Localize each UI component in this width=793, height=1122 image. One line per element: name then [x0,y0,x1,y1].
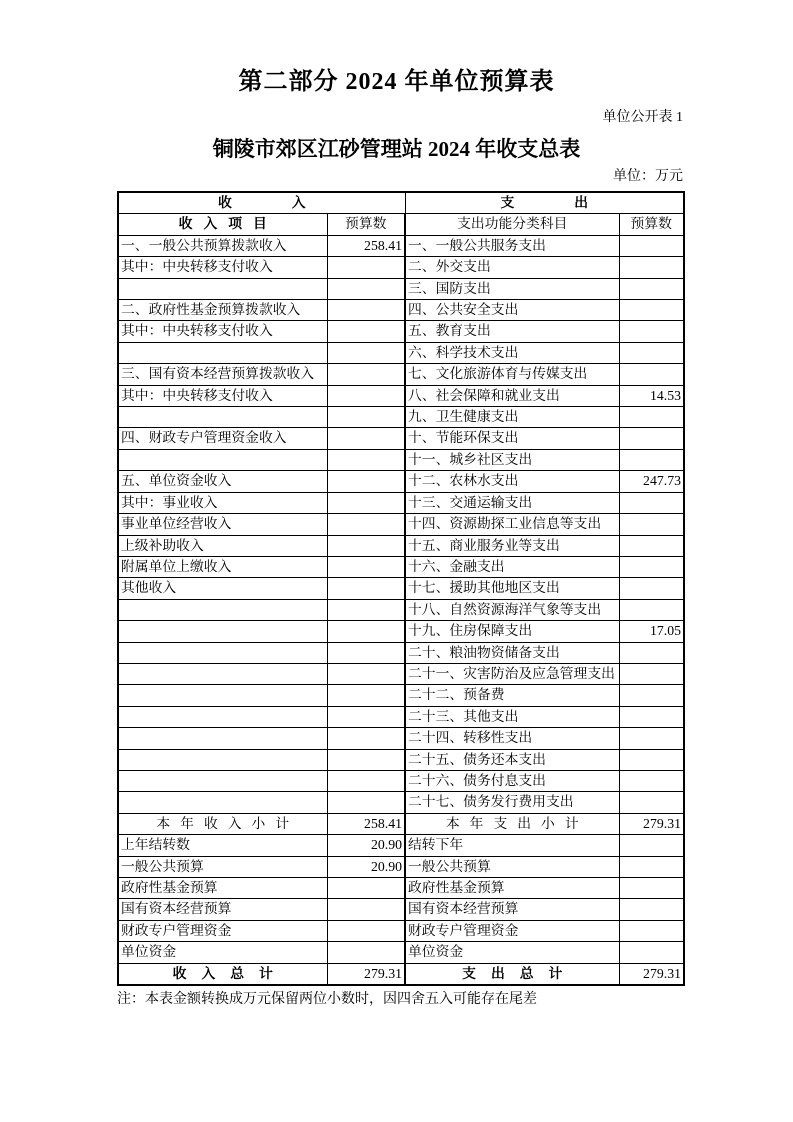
expense-value-cell [619,235,684,256]
expense-value-cell: 17.05 [619,621,684,642]
income-value-cell [327,257,405,278]
table-row [118,471,684,492]
income-item-cell [118,599,327,620]
income-value-cell [327,749,405,770]
section-header-row [118,192,684,214]
income-subtotal [118,813,327,834]
table-row [118,235,684,256]
income-item-cell: 其中：中央转移支付收入 [118,385,327,406]
expense-value-cell [619,449,684,470]
expense-item-cell: 十四、资源勘探工业信息等支出 [405,514,619,535]
income-item-cell: 其中：中央转移支付收入 [118,257,327,278]
income-total [118,963,327,985]
expense-item-cell: 四、公共安全支出 [405,300,619,321]
income-item-cell: 四、财政专户管理资金收入 [118,428,327,449]
table-row [118,342,684,363]
income-value-cell [327,878,405,899]
expense-value-cell [619,364,684,385]
expense-value-cell [619,749,684,770]
expense-item-cell: 十七、援助其他地区支出 [405,578,619,599]
subtotal-row [118,813,684,834]
expense-value-cell: 14.53 [619,385,684,406]
expense-item-column-header: 支出功能分类科目 [405,214,619,235]
expense-item-cell: 八、社会保障和就业支出 [405,385,619,406]
income-value-cell [327,342,405,363]
income-item-cell [118,728,327,749]
income-value-cell [327,899,405,920]
income-item-cell: 其中：中央转移支付收入 [118,321,327,342]
expense-value-cell [619,300,684,321]
income-value-cell: 258.41 [327,235,405,256]
expense-total-label: 支出总计 [462,965,578,981]
table-row [118,385,684,406]
income-value-cell [327,492,405,513]
expense-value-cell [619,535,684,556]
income-subtotal-value: 258.41 [327,813,405,834]
table-row [118,428,684,449]
expense-value-cell [619,685,684,706]
total-row [118,963,684,985]
expense-item-cell: 十五、商业服务业等支出 [405,535,619,556]
income-item-cell: 财政专户管理资金 [118,920,327,941]
expense-item-cell: 十八、自然资源海洋气象等支出 [405,599,619,620]
expense-value-cell [619,514,684,535]
column-header-row [118,214,684,235]
income-value-cell [327,514,405,535]
expense-value-cell [619,663,684,684]
income-value-cell [327,728,405,749]
table-row [118,642,684,663]
income-value-cell [327,535,405,556]
expense-item-cell: 二、外交支出 [405,257,619,278]
footnote: 注：本表金额转换成万元保留两位小数时，因四舍五入可能存在尾差 [117,992,537,1007]
table-row [118,728,684,749]
income-item-cell [118,770,327,791]
table-row [118,685,684,706]
income-value-cell [327,599,405,620]
carryover-row [118,856,684,877]
table-row [118,599,684,620]
expense-value-cell [619,428,684,449]
income-value-cell [327,364,405,385]
expense-total-value: 279.31 [619,963,684,985]
income-item-cell: 三、国有资本经营预算拨款收入 [118,364,327,385]
expense-value-cell [619,706,684,727]
income-value-cell [327,278,405,299]
expense-subtotal-value: 279.31 [619,813,684,834]
income-item-cell: 一般公共预算 [118,856,327,877]
expense-item-cell: 十、节能环保支出 [405,428,619,449]
expense-value-cell [619,792,684,813]
expense-value-cell [619,920,684,941]
income-value-cell [327,642,405,663]
expense-value-cell [619,278,684,299]
income-item-cell: 事业单位经营收入 [118,514,327,535]
expense-value-cell [619,835,684,856]
income-item-cell [118,749,327,770]
income-value-cell [327,685,405,706]
income-value-cell [327,300,405,321]
table-row [118,535,684,556]
income-value-cell [327,663,405,684]
income-item-cell [118,706,327,727]
expense-value-cell [619,856,684,877]
expense-total [405,963,619,985]
expense-value-cell [619,878,684,899]
table-row [118,770,684,791]
income-item-cell: 附属单位上缴收入 [118,556,327,577]
income-item-cell [118,342,327,363]
expense-item-cell: 二十六、债务付息支出 [405,770,619,791]
income-item-cell: 单位资金 [118,942,327,963]
income-value-cell [327,578,405,599]
income-item-cell [118,642,327,663]
income-item-cell: 其他收入 [118,578,327,599]
expense-budget-column-header: 预算数 [619,214,684,235]
income-value-cell: 20.90 [327,856,405,877]
income-value-cell [327,471,405,492]
income-item-cell: 国有资本经营预算 [118,899,327,920]
expense-item-cell: 国有资本经营预算 [405,899,619,920]
expense-value-cell [619,407,684,428]
income-item-cell: 二、政府性基金预算拨款收入 [118,300,327,321]
income-value-cell [327,428,405,449]
income-value-cell [327,556,405,577]
expense-item-cell: 一般公共预算 [405,856,619,877]
carryover-row [118,899,684,920]
income-section-header [118,192,405,214]
table-row [118,621,684,642]
income-value-cell [327,792,405,813]
income-value-cell [327,942,405,963]
expense-value-cell [619,728,684,749]
income-value-cell [327,385,405,406]
expense-value-cell [619,642,684,663]
income-value-cell [327,321,405,342]
table-row [118,749,684,770]
expense-item-cell: 十六、金融支出 [405,556,619,577]
income-total-value: 279.31 [327,963,405,985]
public-table-label: 单位公开表 1 [602,110,683,125]
income-item-cell [118,663,327,684]
carryover-row [118,878,684,899]
income-section-label: 收入 [217,195,366,210]
unit-of-measure-label: 单位：万元 [613,169,683,184]
table-row [118,449,684,470]
expense-item-cell: 二十二、预备费 [405,685,619,706]
expense-item-cell: 二十一、灾害防治及应急管理支出 [405,663,619,684]
expense-item-cell: 六、科学技术支出 [405,342,619,363]
income-item-cell: 五、单位资金收入 [118,471,327,492]
table-row [118,407,684,428]
income-item-cell: 其中：事业收入 [118,492,327,513]
table-row [118,663,684,684]
income-subtotal-label: 本年收入小计 [156,815,300,831]
income-value-cell [327,449,405,470]
budget-summary-table [117,191,685,986]
expense-value-cell [619,770,684,791]
income-item-cell: 一、一般公共预算拨款收入 [118,235,327,256]
table-row [118,278,684,299]
table-row [118,578,684,599]
expense-value-cell [619,492,684,513]
expense-item-cell: 五、教育支出 [405,321,619,342]
income-item-column-header: 收入项目 [118,214,327,235]
expense-subtotal [405,813,619,834]
carryover-row [118,920,684,941]
table-row [118,257,684,278]
expense-item-cell: 十三、交通运输支出 [405,492,619,513]
expense-item-cell: 十一、城乡社区支出 [405,449,619,470]
expense-item-cell: 十二、农林水支出 [405,471,619,492]
income-value-cell [327,407,405,428]
table-row [118,706,684,727]
income-value-cell [327,621,405,642]
expense-item-cell: 七、文化旅游体育与传媒支出 [405,364,619,385]
income-item-cell [118,407,327,428]
expense-item-cell: 结转下年 [405,835,619,856]
expense-item-cell: 三、国防支出 [405,278,619,299]
expense-item-cell: 二十七、债务发行费用支出 [405,792,619,813]
table-row [118,321,684,342]
expense-item-cell: 财政专户管理资金 [405,920,619,941]
expense-value-cell [619,257,684,278]
table-row [118,792,684,813]
expense-item-cell: 政府性基金预算 [405,878,619,899]
income-item-cell [118,792,327,813]
carryover-row [118,835,684,856]
expense-value-cell [619,599,684,620]
expense-subtotal-label: 本年支出小计 [445,815,589,831]
table-row [118,492,684,513]
income-item-cell: 上年结转数 [118,835,327,856]
table-row [118,300,684,321]
income-value-cell: 20.90 [327,835,405,856]
table-row [118,364,684,385]
income-item-cell [118,685,327,706]
carryover-row [118,942,684,963]
expense-value-cell [619,556,684,577]
page-title: 第二部分 2024 年单位预算表 [238,69,555,95]
income-value-cell [327,706,405,727]
income-value-cell [327,770,405,791]
expense-section-label: 支出 [500,195,649,210]
income-budget-column-header: 预算数 [327,214,405,235]
expense-value-cell [619,342,684,363]
expense-item-cell: 二十、粮油物资储备支出 [405,642,619,663]
expense-item-cell: 九、卫生健康支出 [405,407,619,428]
table-title: 铜陵市郊区江砂管理站 2024 年收支总表 [212,137,581,161]
expense-value-cell [619,942,684,963]
expense-item-cell: 十九、住房保障支出 [405,621,619,642]
expense-value-cell [619,899,684,920]
income-item-cell [118,449,327,470]
expense-item-cell: 单位资金 [405,942,619,963]
income-item-cell: 上级补助收入 [118,535,327,556]
income-total-label: 收入总计 [172,965,288,981]
expense-section-header [405,192,684,214]
table-row [118,556,684,577]
expense-item-cell: 一、一般公共服务支出 [405,235,619,256]
expense-value-cell [619,578,684,599]
income-item-cell [118,621,327,642]
expense-value-cell: 247.73 [619,471,684,492]
expense-item-cell: 二十三、其他支出 [405,706,619,727]
expense-value-cell [619,321,684,342]
expense-item-cell: 二十四、转移性支出 [405,728,619,749]
income-item-cell: 政府性基金预算 [118,878,327,899]
expense-item-cell: 二十五、债务还本支出 [405,749,619,770]
income-value-cell [327,920,405,941]
income-item-cell [118,278,327,299]
table-row [118,514,684,535]
